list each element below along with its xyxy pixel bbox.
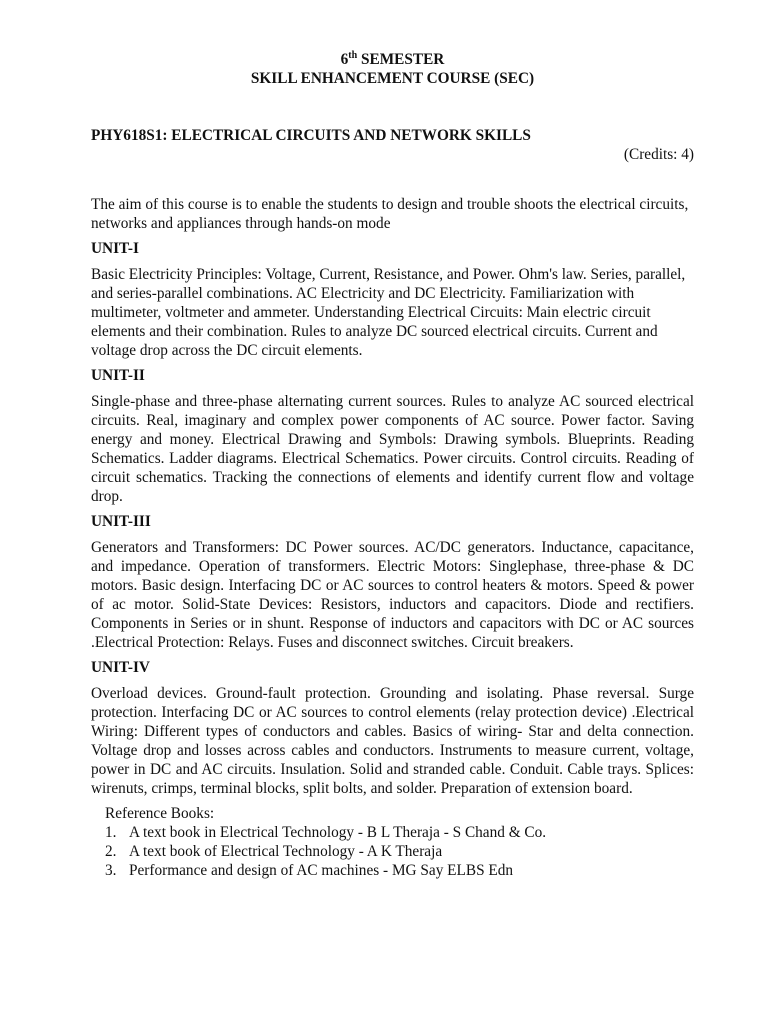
unit-heading: UNIT-II: [91, 367, 145, 384]
reference-books-title: Reference Books:: [105, 805, 215, 822]
unit-section-3: [91, 512, 694, 652]
course-aim: The aim of this course is to enable the students to design and trouble shoots the electrical circuits, networks and appliances through hands-on mode: [91, 196, 689, 232]
semester-suffix: th: [348, 49, 358, 61]
unit-section-1: [91, 239, 694, 360]
reference-text: A text book of Electrical Technology - A K Theraja: [129, 843, 443, 860]
reference-number: 3.: [105, 862, 117, 879]
reference-text: A text book in Electrical Technology - B L Theraja - S Chand & Co.: [129, 824, 547, 841]
syllabus-page: [91, 50, 694, 880]
unit-heading: UNIT-IV: [91, 659, 150, 676]
semester-heading: [91, 50, 694, 69]
course-title: PHY618S1: ELECTRICAL CIRCUITS AND NETWORK SKILLS: [91, 127, 531, 144]
semester-word: SEMESTER: [357, 51, 445, 68]
course-credits: (Credits: 4): [623, 146, 694, 163]
unit-heading: UNIT-I: [91, 240, 139, 257]
reference-item: [105, 842, 694, 861]
unit-body: Overload devices. Ground-fault protection. Grounding and isolating. Phase reversal. Surge protection. Interfacing DC or AC sources to control elements (relay protection device) .Electrical Wiring: Different types of conductors and cables. Basics of wiring- Star and delta connection. Voltage drop and losses across cables and conductors. Instruments to measure current, voltage, power in DC and AC circuits. Insulation. Solid and stranded cable. Conduit. Cable trays. Splices: wirenuts, crimps, terminal blocks, split bolts, and solder. Preparation of extension board.: [91, 685, 694, 797]
reference-books: [91, 804, 694, 880]
reference-item: [105, 861, 694, 880]
reference-text: Performance and design of AC machines - MG Say ELBS Edn: [129, 862, 514, 879]
unit-section-4: [91, 658, 694, 798]
unit-section-2: [91, 366, 694, 506]
semester-number: 6: [340, 51, 349, 68]
reference-number: 2.: [105, 843, 117, 860]
unit-body: Single-phase and three-phase alternating current sources. Rules to analyze AC sourced electrical circuits. Real, imaginary and complex power components of AC source. Power factor. Saving energy and money. Electrical Drawing and Symbols: Drawing symbols. Blueprints. Reading Schematics. Ladder diagrams. Electrical Schematics. Power circuits. Control circuits. Reading of circuit schematics. Tracking the connections of elements and identify current flow and voltage drop.: [91, 393, 694, 505]
course-type-heading: SKILL ENHANCEMENT COURSE (SEC): [250, 70, 535, 87]
unit-body: Generators and Transformers: DC Power sources. AC/DC generators. Inductance, capacitance, and impedance. Operation of transformers. Electric Motors: Singlephase, three-phase & DC motors. Basic design. Interfacing DC or AC sources to control heaters & motors. Speed & power of ac motor. Solid-State Devices: Resistors, inductors and capacitors. Diode and rectifiers. Components in Series or in shunt. Response of inductors and capacitors with DC or AC sources .Electrical Protection: Relays. Fuses and disconnect switches. Circuit breakers.: [91, 539, 694, 651]
unit-heading: UNIT-III: [91, 513, 151, 530]
unit-body: Basic Electricity Principles: Voltage, Current, Resistance, and Power. Ohm's law. Series, parallel, and series-parallel combinations. AC Electricity and DC Electricity. Familiarization with multimeter, voltmeter and ammeter. Understanding Electrical Circuits: Main electric circuit elements and their combination. Rules to analyze DC sourced electrical circuits. Current and voltage drop across the DC circuit elements.: [91, 266, 686, 359]
reference-number: 1.: [105, 824, 117, 841]
reference-item: [105, 823, 694, 842]
